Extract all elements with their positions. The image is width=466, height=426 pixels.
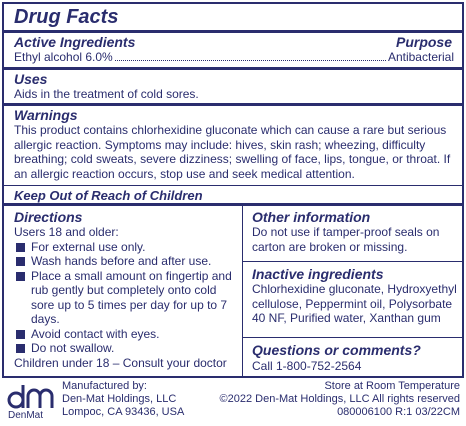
product-code: 080006100 R:1 03/22CM bbox=[337, 406, 460, 418]
uses-heading: Uses bbox=[14, 71, 48, 87]
directions-list bbox=[14, 240, 238, 356]
list-item: Do not swallow. bbox=[14, 341, 238, 356]
divider bbox=[4, 103, 462, 106]
purpose-heading: Purpose bbox=[395, 34, 452, 50]
directions-body bbox=[14, 225, 238, 370]
denmat-logo-icon bbox=[6, 383, 54, 409]
manufacturer-name: Den-Mat Holdings, LLC bbox=[62, 393, 177, 405]
directions-intro: Users 18 and older: bbox=[14, 225, 119, 239]
list-item: Wash hands before and after use. bbox=[14, 254, 238, 269]
directions-heading: Directions bbox=[14, 209, 83, 225]
manufacturer-label: Manufactured by: bbox=[62, 380, 147, 392]
column-divider bbox=[242, 204, 243, 378]
active-ingredient: Ethyl alcohol 6.0% bbox=[14, 50, 113, 64]
inactive-heading: Inactive ingredients bbox=[252, 266, 384, 282]
active-ingredients-heading: Active Ingredients bbox=[14, 34, 136, 50]
panel-title: Drug Facts bbox=[14, 6, 119, 28]
other-info-text: Do not use if tamper-proof seals on carton are broken or missing. bbox=[252, 225, 440, 254]
copyright-text: ©2022 Den-Mat Holdings, LLC All rights reserved bbox=[219, 393, 460, 405]
divider bbox=[4, 67, 462, 70]
questions-phone: Call 1-800-752-2564 bbox=[252, 359, 362, 373]
storage-text: Store at Room Temperature bbox=[324, 380, 460, 392]
manufacturer-address: Lompoc, CA 93436, USA bbox=[62, 406, 185, 418]
divider bbox=[4, 30, 462, 33]
warnings-heading: Warnings bbox=[14, 107, 78, 123]
questions-heading: Questions or comments? bbox=[252, 342, 421, 358]
divider bbox=[4, 185, 462, 186]
purpose-value: Antibacterial bbox=[387, 50, 454, 64]
divider bbox=[242, 337, 464, 338]
divider bbox=[242, 261, 464, 262]
other-info-heading: Other information bbox=[252, 209, 371, 225]
uses-text: Aids in the treatment of cold sores. bbox=[14, 87, 199, 101]
active-ingredient-row bbox=[14, 50, 454, 64]
keep-out-heading: Keep Out of Reach of Children bbox=[14, 188, 203, 203]
warnings-text: This product contains chlorhexidine gluconate which can cause a rare but serious allergic reaction. Symptoms may include: hives, skin rash; wheezing, difficulty breathing; cold sweats, severe dizziness; swelling of face, lips, tongue, or throat. If an allergic reaction occurs, stop use and seek medical attention. bbox=[14, 123, 451, 181]
list-item: Place a small amount on fingertip and rub gently but completely onto cold sore up to 5 times per day for up to 7 days. bbox=[14, 269, 238, 327]
dot-leader bbox=[115, 50, 386, 61]
inactive-text: Chlorhexidine gluconate, Hydroxyethyl cellulose, Peppermint oil, Polysorbate 40 NF, Purified water, Xanthan gum bbox=[252, 282, 457, 325]
children-note: Children under 18 – Consult your doctor bbox=[14, 355, 227, 370]
logo-wordmark: DenMat bbox=[8, 410, 44, 421]
storage-info bbox=[220, 380, 460, 419]
divider bbox=[4, 203, 462, 206]
list-item: Avoid contact with eyes. bbox=[14, 327, 238, 342]
manufacturer-info bbox=[62, 380, 184, 419]
drug-facts-panel bbox=[2, 2, 464, 378]
list-item: For external use only. bbox=[14, 240, 238, 255]
